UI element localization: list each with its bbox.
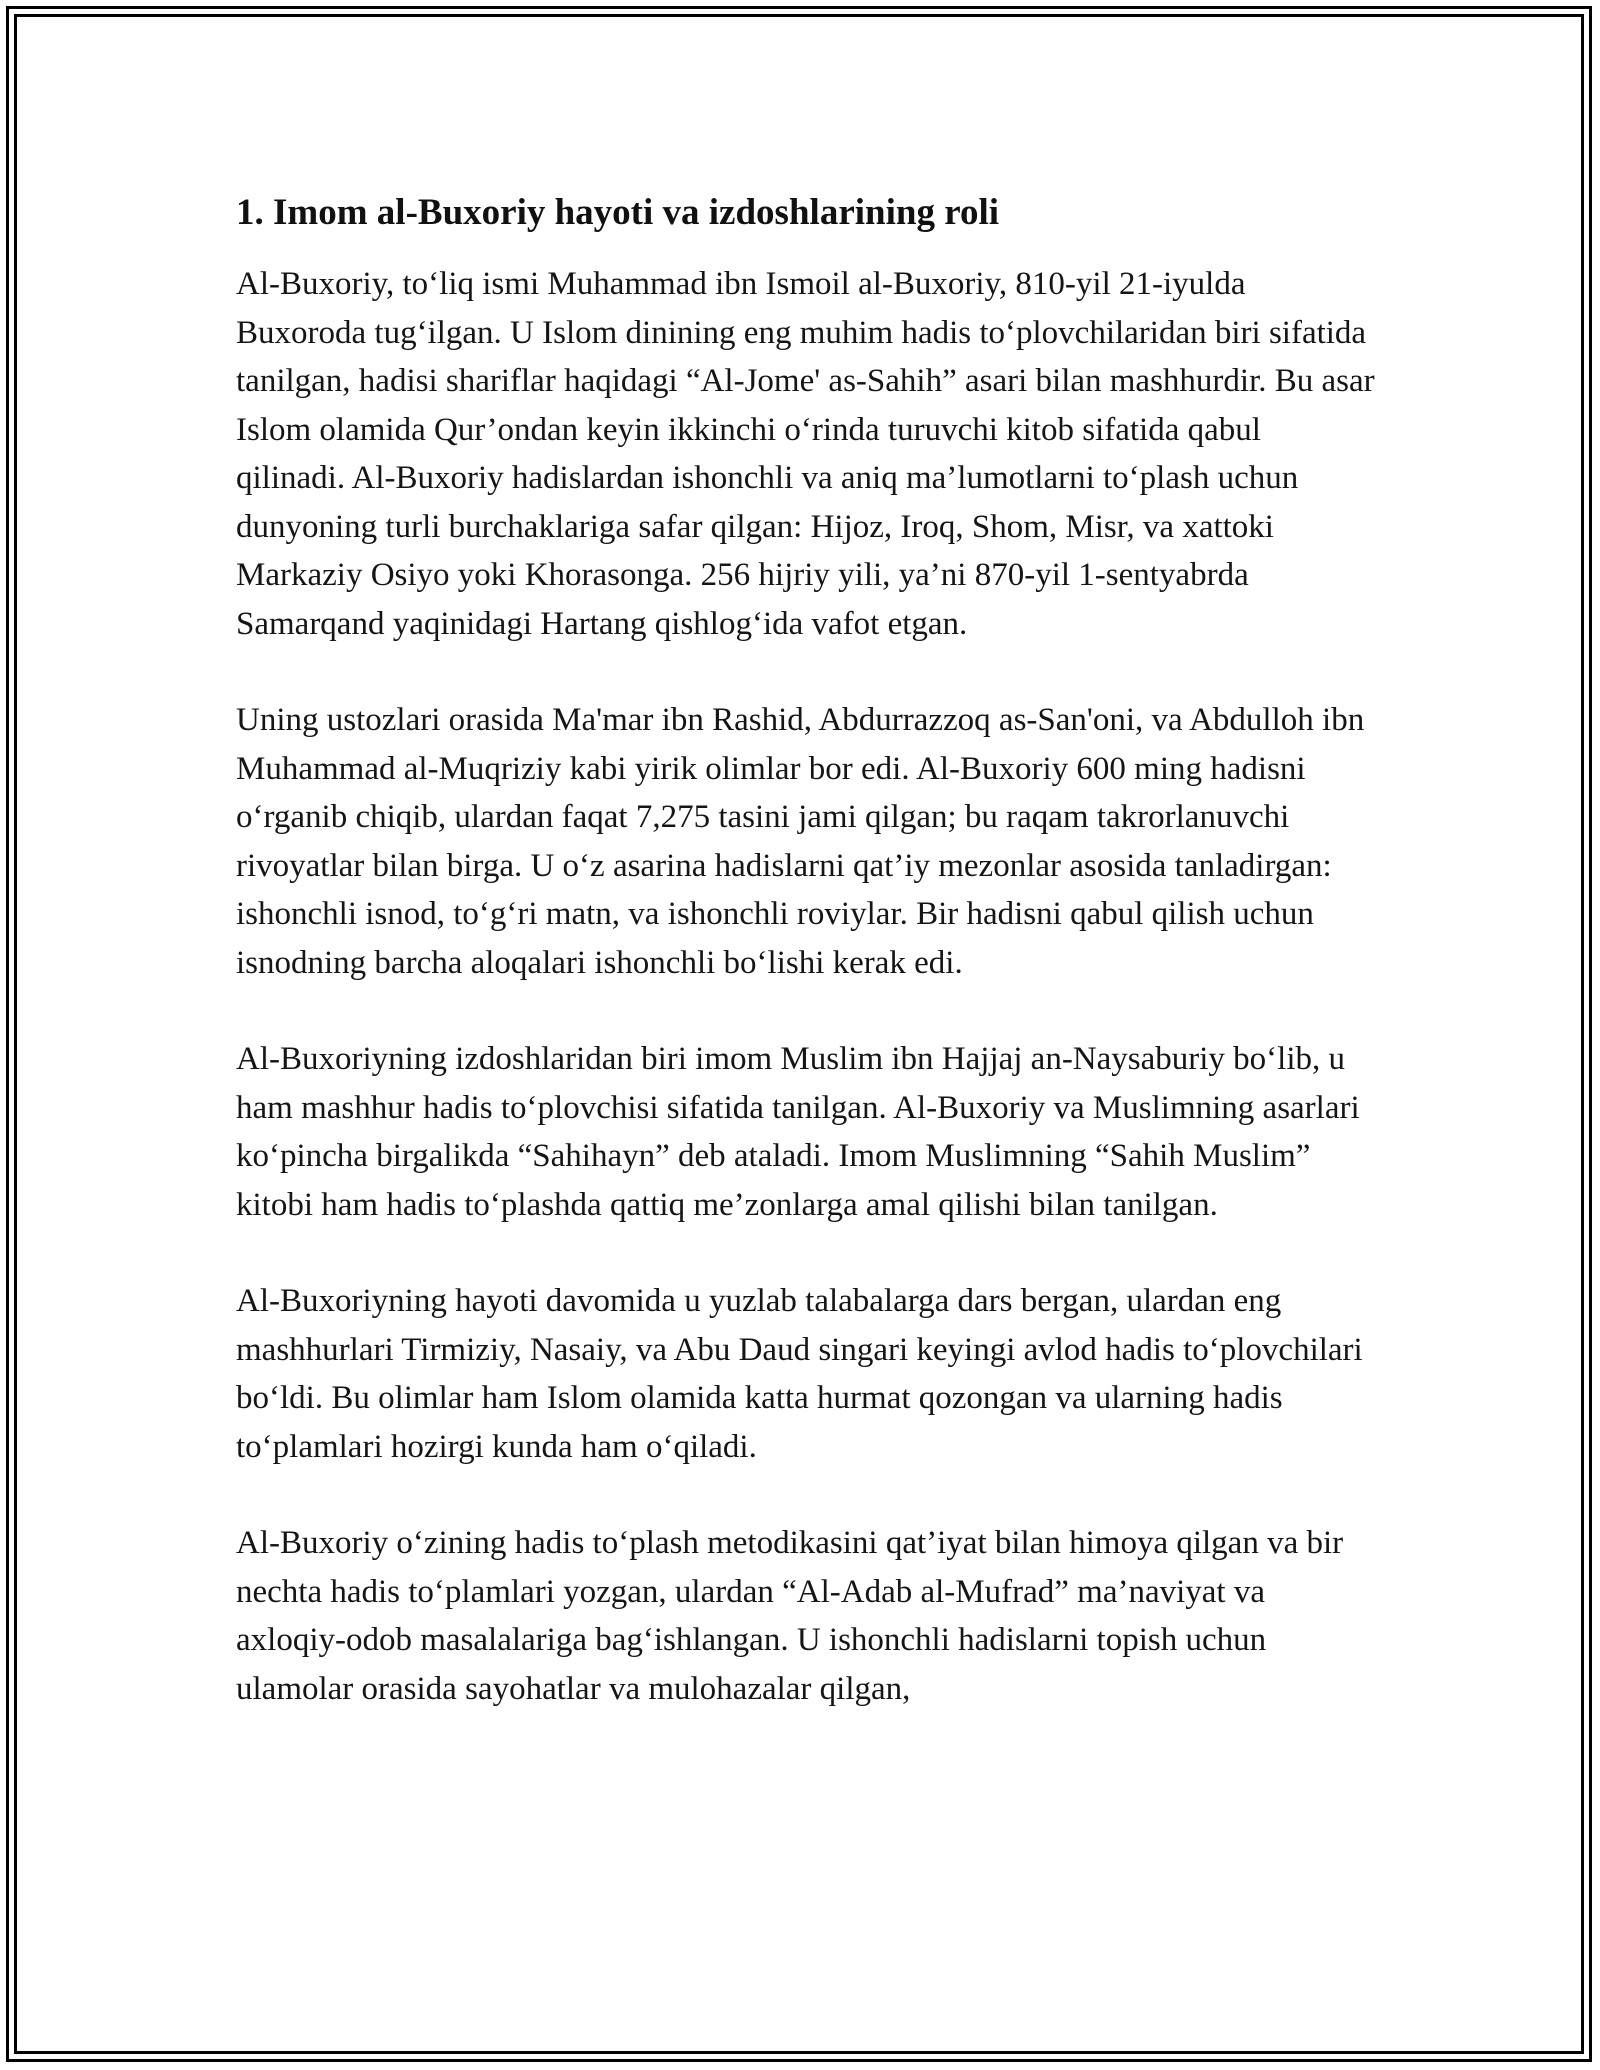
paragraph-biography: Al-Buxoriy, to‘liq ismi Muhammad ibn Ismoil al-Buxoriy, 810-yil 21-iyulda Buxoroda tug‘ilgan. U Islom dinining eng muhim hadis to‘plovchilaridan biri sifatida tanilgan, hadisi shariflar haqidagi “Al-Jome' as-Sahih” asari bilan mashhurdir. Bu asar Islom olamida Qur’ondan keyin ikkinchi o‘rinda turuvchi kitob sifatida qabul qilinadi. Al-Buxoriy hadislardan ishonchli va aniq ma’lumotlarni to‘plash uchun dunyoning turli burchaklariga safar qilgan: Hijoz, Iroq, Shom, Misr, va xattoki Markaziy Osiyo yoki Khorasonga. 256 hijriy yili, ya’ni 870-yil 1-sentyabrda Samarqand yaqinidagi Hartang qishlog‘ida vafot etgan. <box>236 266 1375 642</box>
paragraph-followers: Al-Buxoriyning izdoshlaridan biri imom Muslim ibn Hajjaj an-Naysaburiy bo‘lib, u ham mashhur hadis to‘plovchisi sifatida tanilgan. Al-Buxoriy va Muslimning asarlari ko‘pincha birgalikda “Sahihayn” deb ataladi. Imom Muslimning “Sahih Muslim” kitobi ham hadis to‘plashda qattiq me’zonlarga amal qilishi bilan tanilgan. <box>236 1041 1360 1223</box>
paragraph-methodology: Al-Buxoriy o‘zining hadis to‘plash metodikasini qat’iyat bilan himoya qilgan va bir nechta hadis to‘plamlari yozgan, ulardan “Al-Adab al-Mufrad” ma’naviyat va axloqiy-odob masalalariga bag‘ishlangan. U ishonchli hadislarni topish uchun ulamolar orasida sayohatlar va mulohazalar qilgan, <box>236 1525 1344 1707</box>
paragraph-teachers: Uning ustozlari orasida Ma'mar ibn Rashid, Abdurrazzoq as-San'oni, va Abdulloh ibn Muhammad al-Muqriziy kabi yirik olimlar bor edi. Al-Buxoriy 600 ming hadisni o‘rganib chiqib, ulardan faqat 7,275 tasini jami qilgan; bu raqam takrorlanuvchi rivoyatlar bilan birga. U o‘z asarina hadislarni qat’iy mezonlar asosida tanladirgan: ishonchli isnod, to‘g‘ri matn, va ishonchli roviylar. Bir hadisni qabul qilish uchun isnodning barcha aloqalari ishonchli bo‘lishi kerak edi. <box>236 702 1365 981</box>
paragraph-students: Al-Buxoriyning hayoti davomida u yuzlab talabalarga dars bergan, ulardan eng mashhurlari Tirmiziy, Nasaiy, va Abu Daud singari keyingi avlod hadis to‘plovchilari bo‘ldi. Bu olimlar ham Islom olamida katta hurmat qozongan va ularning hadis to‘plamlari hozirgi kunda ham o‘qiladi. <box>236 1283 1363 1465</box>
document-body <box>236 188 1376 1761</box>
section-heading: 1. Imom al-Buxoriy hayoti va izdoshlarining roli <box>236 192 1000 233</box>
